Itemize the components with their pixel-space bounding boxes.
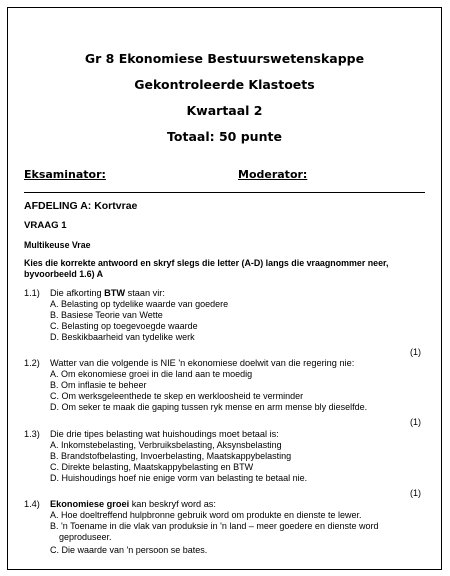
subheading: Multikeuse Vrae — [24, 240, 91, 250]
term-label: Kwartaal 2 — [186, 103, 263, 118]
instruction-line-1: Kies die korrekte antwoord en skryf slegs die letter (A-D) langs die vraagnommer neer, — [24, 258, 389, 268]
document-page — [7, 7, 442, 570]
option: B. Brandstofbelasting, Invoerbelasting, Maatskappybelasting — [50, 451, 292, 461]
question-number: 1.1) — [24, 288, 40, 298]
mark-allocation: (1) — [410, 417, 421, 427]
option: C. Belasting op toegevoegde waarde — [50, 321, 198, 331]
section-title: AFDELING A: Kortvrae — [24, 200, 138, 212]
mark-allocation: (1) — [410, 347, 421, 357]
moderator-label: Moderator: — [238, 168, 308, 181]
option: C. Die waarde van 'n persoon se bates. — [50, 545, 208, 555]
question-text: Ekonomiese groei kan beskryf word as: — [50, 499, 216, 509]
option: C. Direkte belasting, Maatskappybelasting en BTW — [50, 462, 254, 472]
option: D. Huishoudings hoef nie enige vorm van belasting te betaal nie. — [50, 473, 308, 483]
option: A. Inkomstebelasting, Verbruiksbelasting, Aksynsbelasting — [50, 440, 282, 450]
document-title: Gr 8 Ekonomiese Bestuurswetenskappe — [84, 51, 365, 66]
instruction-line-2: byvoorbeeld 1.6) A — [24, 269, 104, 279]
document-subtitle: Gekontroleerde Klastoets — [134, 77, 315, 92]
question-text: Die afkorting BTW staan vir: — [50, 288, 165, 298]
option: A. Hoe doeltreffend hulpbronne gebruik word om produkte en dienste te lewer. — [50, 510, 362, 520]
option: C. Om werksgeleenthede te skep en werkloosheid te verminder — [50, 391, 304, 401]
option: D. Om seker te maak die gaping tussen ryk mense en arm mense bly dieselfde. — [50, 402, 368, 412]
question-number: 1.3) — [24, 429, 40, 439]
examiner-label: Eksaminator: — [24, 168, 106, 181]
total-marks: Totaal: 50 punte — [167, 129, 282, 144]
question-text: Watter van die volgende is NIE 'n ekonomiese doelwit van die regering nie: — [50, 358, 355, 368]
divider — [24, 192, 425, 193]
option: D. Beskikbaarheid van tydelike werk — [50, 332, 195, 342]
option: A. Belasting op tydelike waarde van goedere — [50, 299, 229, 309]
mark-allocation: (1) — [410, 488, 421, 498]
option: A. Om ekonomiese groei in die land aan te moedig — [50, 369, 253, 379]
question-heading: VRAAG 1 — [24, 220, 67, 231]
question-text: Die drie tipes belasting wat huishoudings moet betaal is: — [50, 429, 279, 439]
option-continuation: geproduseer. — [59, 532, 112, 542]
option: B. Basiese Teorie van Wette — [50, 310, 163, 320]
option: B. 'n Toename in die vlak van produksie in 'n land – meer goedere en dienste word — [50, 521, 379, 531]
option: B. Om inflasie te beheer — [50, 380, 147, 390]
question-number: 1.2) — [24, 358, 40, 368]
question-number: 1.4) — [24, 499, 40, 509]
